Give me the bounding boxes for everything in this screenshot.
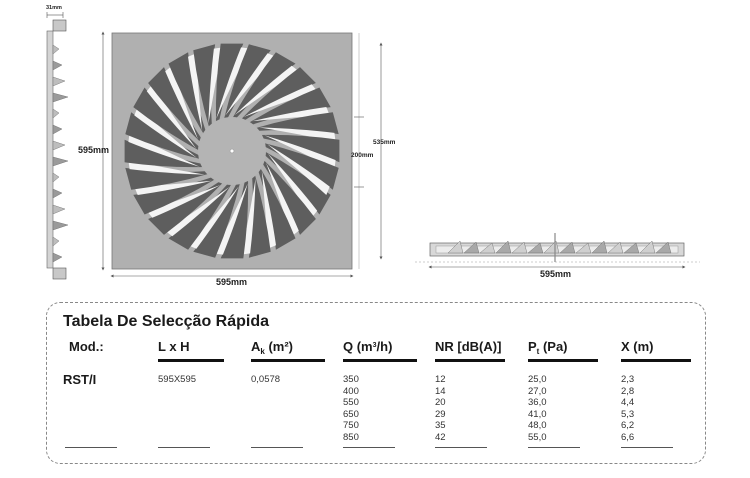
inner-height-dim: 535mm xyxy=(373,139,396,146)
front-height-dim: 595mm xyxy=(78,145,110,155)
side-vane xyxy=(53,237,59,246)
cell-pt: 36,0 xyxy=(528,397,547,408)
side-vane xyxy=(53,157,68,166)
cell-x: 2,8 xyxy=(621,385,635,397)
value-ak: 0,0578 xyxy=(251,374,281,385)
header-q: Q $(m^3/h)$ xyxy=(343,339,392,354)
cell-q: 350 xyxy=(343,374,359,385)
column-x xyxy=(621,374,634,443)
front-width-dim: 595mm xyxy=(216,277,248,287)
side-vane xyxy=(53,109,59,118)
cell-pt: 25,0 xyxy=(528,374,547,385)
side-vane xyxy=(53,125,62,134)
column-rule xyxy=(343,447,395,448)
column-rule xyxy=(65,447,117,448)
side-profile-view xyxy=(46,5,68,279)
side-vane xyxy=(53,45,59,54)
section-view xyxy=(415,233,700,279)
side-vane xyxy=(53,253,62,262)
header-x: X (m) xyxy=(621,339,654,354)
header-pt: $P_t$ (Pa) xyxy=(528,339,568,356)
cell-nr: 42 xyxy=(435,431,446,443)
header-mod: Mod.: xyxy=(69,339,104,354)
side-vane xyxy=(53,173,59,182)
front-view xyxy=(78,33,396,287)
header-nr: NR [dB(A)] xyxy=(435,339,501,354)
column-pt xyxy=(528,374,547,443)
cell-pt: 41,0 xyxy=(528,408,547,420)
header-ak: $A_k$ (m²) xyxy=(251,339,293,356)
cell-x: 4,4 xyxy=(621,397,635,408)
side-vane xyxy=(53,221,68,230)
column-rule xyxy=(435,447,487,448)
cell-nr: 35 xyxy=(435,420,446,431)
side-vane xyxy=(53,93,68,102)
column-rule xyxy=(621,447,673,448)
side-vane xyxy=(53,205,65,214)
cell-nr: 14 xyxy=(435,385,446,397)
center-screw xyxy=(230,149,234,153)
cell-nr: 29 xyxy=(435,408,446,420)
cell-pt: 55,0 xyxy=(528,431,547,443)
value-lxh: 595X595 xyxy=(158,374,197,385)
side-vanes xyxy=(53,45,68,262)
cell-nr: 20 xyxy=(435,397,446,408)
cell-q: 400 xyxy=(343,385,359,397)
column-rule xyxy=(158,447,210,448)
cell-x: 5,3 xyxy=(621,408,635,420)
column-rule xyxy=(251,447,303,448)
side-thickness-dim: 31mm xyxy=(46,5,62,11)
table-title: Tabela De Selecção Rápida xyxy=(63,313,270,330)
cell-nr: 12 xyxy=(435,374,446,385)
cell-q: 750 xyxy=(343,420,359,431)
cell-pt: 48,0 xyxy=(528,420,547,431)
side-vane xyxy=(53,77,65,86)
model-name: RST/I xyxy=(63,372,97,387)
selection-table xyxy=(46,302,706,464)
side-vane xyxy=(53,61,62,70)
disc-diameter-dim: 200mm xyxy=(351,152,374,159)
cell-q: 850 xyxy=(343,431,359,443)
column-q xyxy=(343,374,359,443)
cell-q: 650 xyxy=(343,408,359,420)
cell-x: 6,2 xyxy=(621,420,635,431)
column-nr xyxy=(435,374,446,443)
header-lxh: L x H xyxy=(158,339,190,354)
side-vane xyxy=(53,141,65,150)
cell-q: 550 xyxy=(343,397,359,408)
cell-x: 6,6 xyxy=(621,431,635,443)
cell-x: 2,3 xyxy=(621,374,635,385)
cell-pt: 27,0 xyxy=(528,385,547,397)
side-vane xyxy=(53,189,62,198)
column-rule xyxy=(528,447,580,448)
section-width-dim: 595mm xyxy=(540,269,572,279)
